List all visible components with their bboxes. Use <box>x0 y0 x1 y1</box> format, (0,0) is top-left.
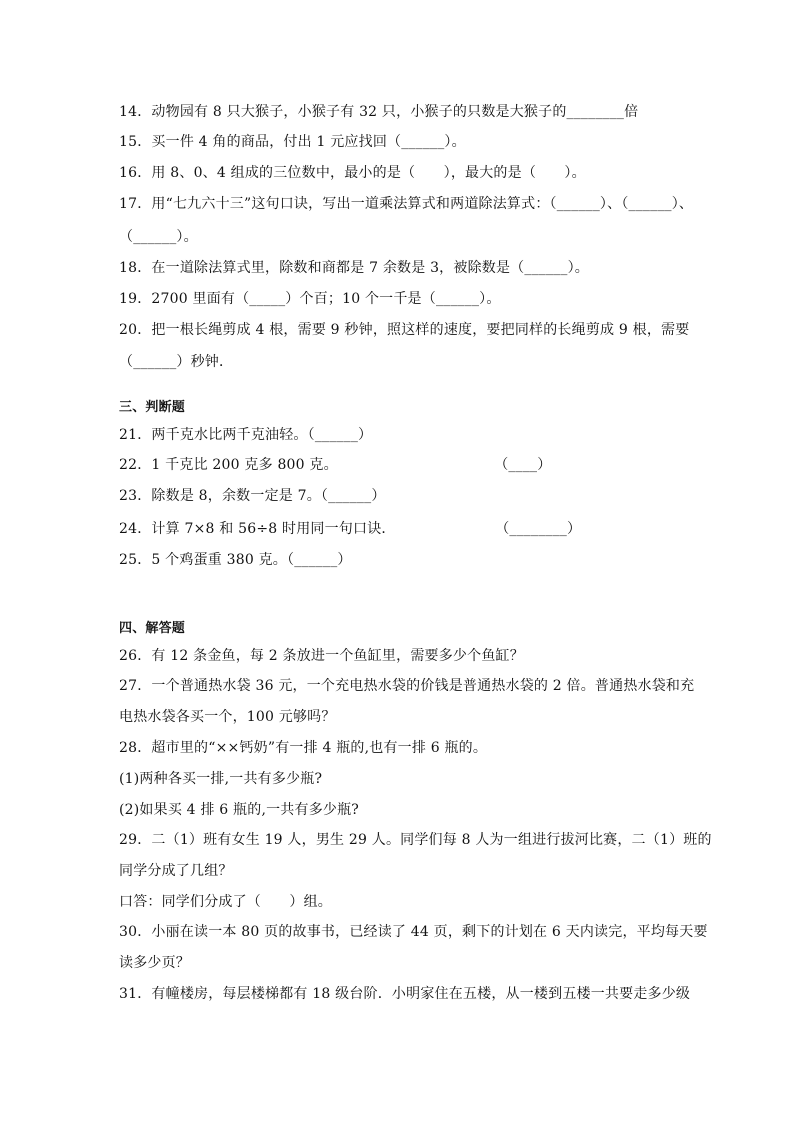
question-29-continued: 同学分成了几组？ <box>119 863 233 879</box>
question-26: 26．有 12 条金鱼，每 2 条放进一个鱼缸里，需要多少个鱼缸？ <box>119 648 524 664</box>
question-21: 21．两千克水比两千克油轻。（______） <box>119 427 373 443</box>
question-29: 29．二（1）班有女生 19 人，男生 29 人。同学们每 8 人为一组进行拔河比赛，二（1）班的 <box>119 832 712 848</box>
question-24: 24．计算 7×8 和 56÷8 时用同一句口诀． （________） <box>119 521 582 537</box>
question-20: 20．把一根长绳剪成 4 根，需要 9 秒钟，照这样的速度，要把同样的长绳剪成 9 根，需要 <box>119 322 690 338</box>
question-17: 17．用“七九六十三”这句口诀，写出一道乘法算式和两道除法算式：（______）、（______）、 <box>119 196 694 212</box>
question-28-part-2: (2)如果买 4 排 6 瓶的,一共有多少瓶? <box>119 802 360 818</box>
question-20-continued: （______）秒钟． <box>119 354 234 370</box>
question-31: 31．有幢楼房，每层楼梯都有 18 级台阶．小明家住在五楼，从一楼到五楼一共要走多少级 <box>119 986 691 1002</box>
section-heading-answer: 四、解答题 <box>119 621 186 636</box>
question-25: 25．5 个鸡蛋重 380 克。（______） <box>119 552 352 568</box>
question-28: 28．超市里的“××钙奶”有一排 4 瓶的,也有一排 6 瓶的。 <box>119 740 488 756</box>
question-27: 27．一个普通热水袋 36 元，一个充电热水袋的价钱是普通热水袋的 2 倍。普通热水袋和充 <box>119 678 695 694</box>
question-22: 22．1 千克比 200 克多 800 克。 （____） <box>119 457 552 473</box>
question-30-continued: 读多少页？ <box>119 955 190 971</box>
question-14: 14．动物园有 8 只大猴子，小猴子有 32 只，小猴子的只数是大猴子的________倍 <box>119 104 639 120</box>
question-28-part-1: (1)两种各买一排,一共有多少瓶? <box>119 771 323 787</box>
question-29-oral-answer: 口答：同学们分成了（ ）组。 <box>119 894 332 910</box>
section-heading-judge: 三、判断题 <box>119 400 186 415</box>
question-15: 15．买一件 4 角的商品，付出 1 元应找回（______）。 <box>119 134 466 150</box>
question-17-continued: （______）。 <box>119 229 198 245</box>
question-27-continued: 电热水袋各买一个，100 元够吗？ <box>119 709 336 725</box>
question-30: 30．小丽在读一本 80 页的故事书，已经读了 44 页，剩下的计划在 6 天内读完，平均每天要 <box>119 924 708 940</box>
question-18: 18．在一道除法算式里，除数和商都是 7 余数是 3，被除数是（______）。 <box>119 260 589 276</box>
question-23: 23．除数是 8，余数一定是 7。（______） <box>119 488 386 504</box>
question-16: 16．用 8、0、4 组成的三位数中，最小的是（ ），最大的是（ ）。 <box>119 165 586 181</box>
question-19: 19．2700 里面有（_____）个百；10 个一千是（______）。 <box>119 291 501 307</box>
